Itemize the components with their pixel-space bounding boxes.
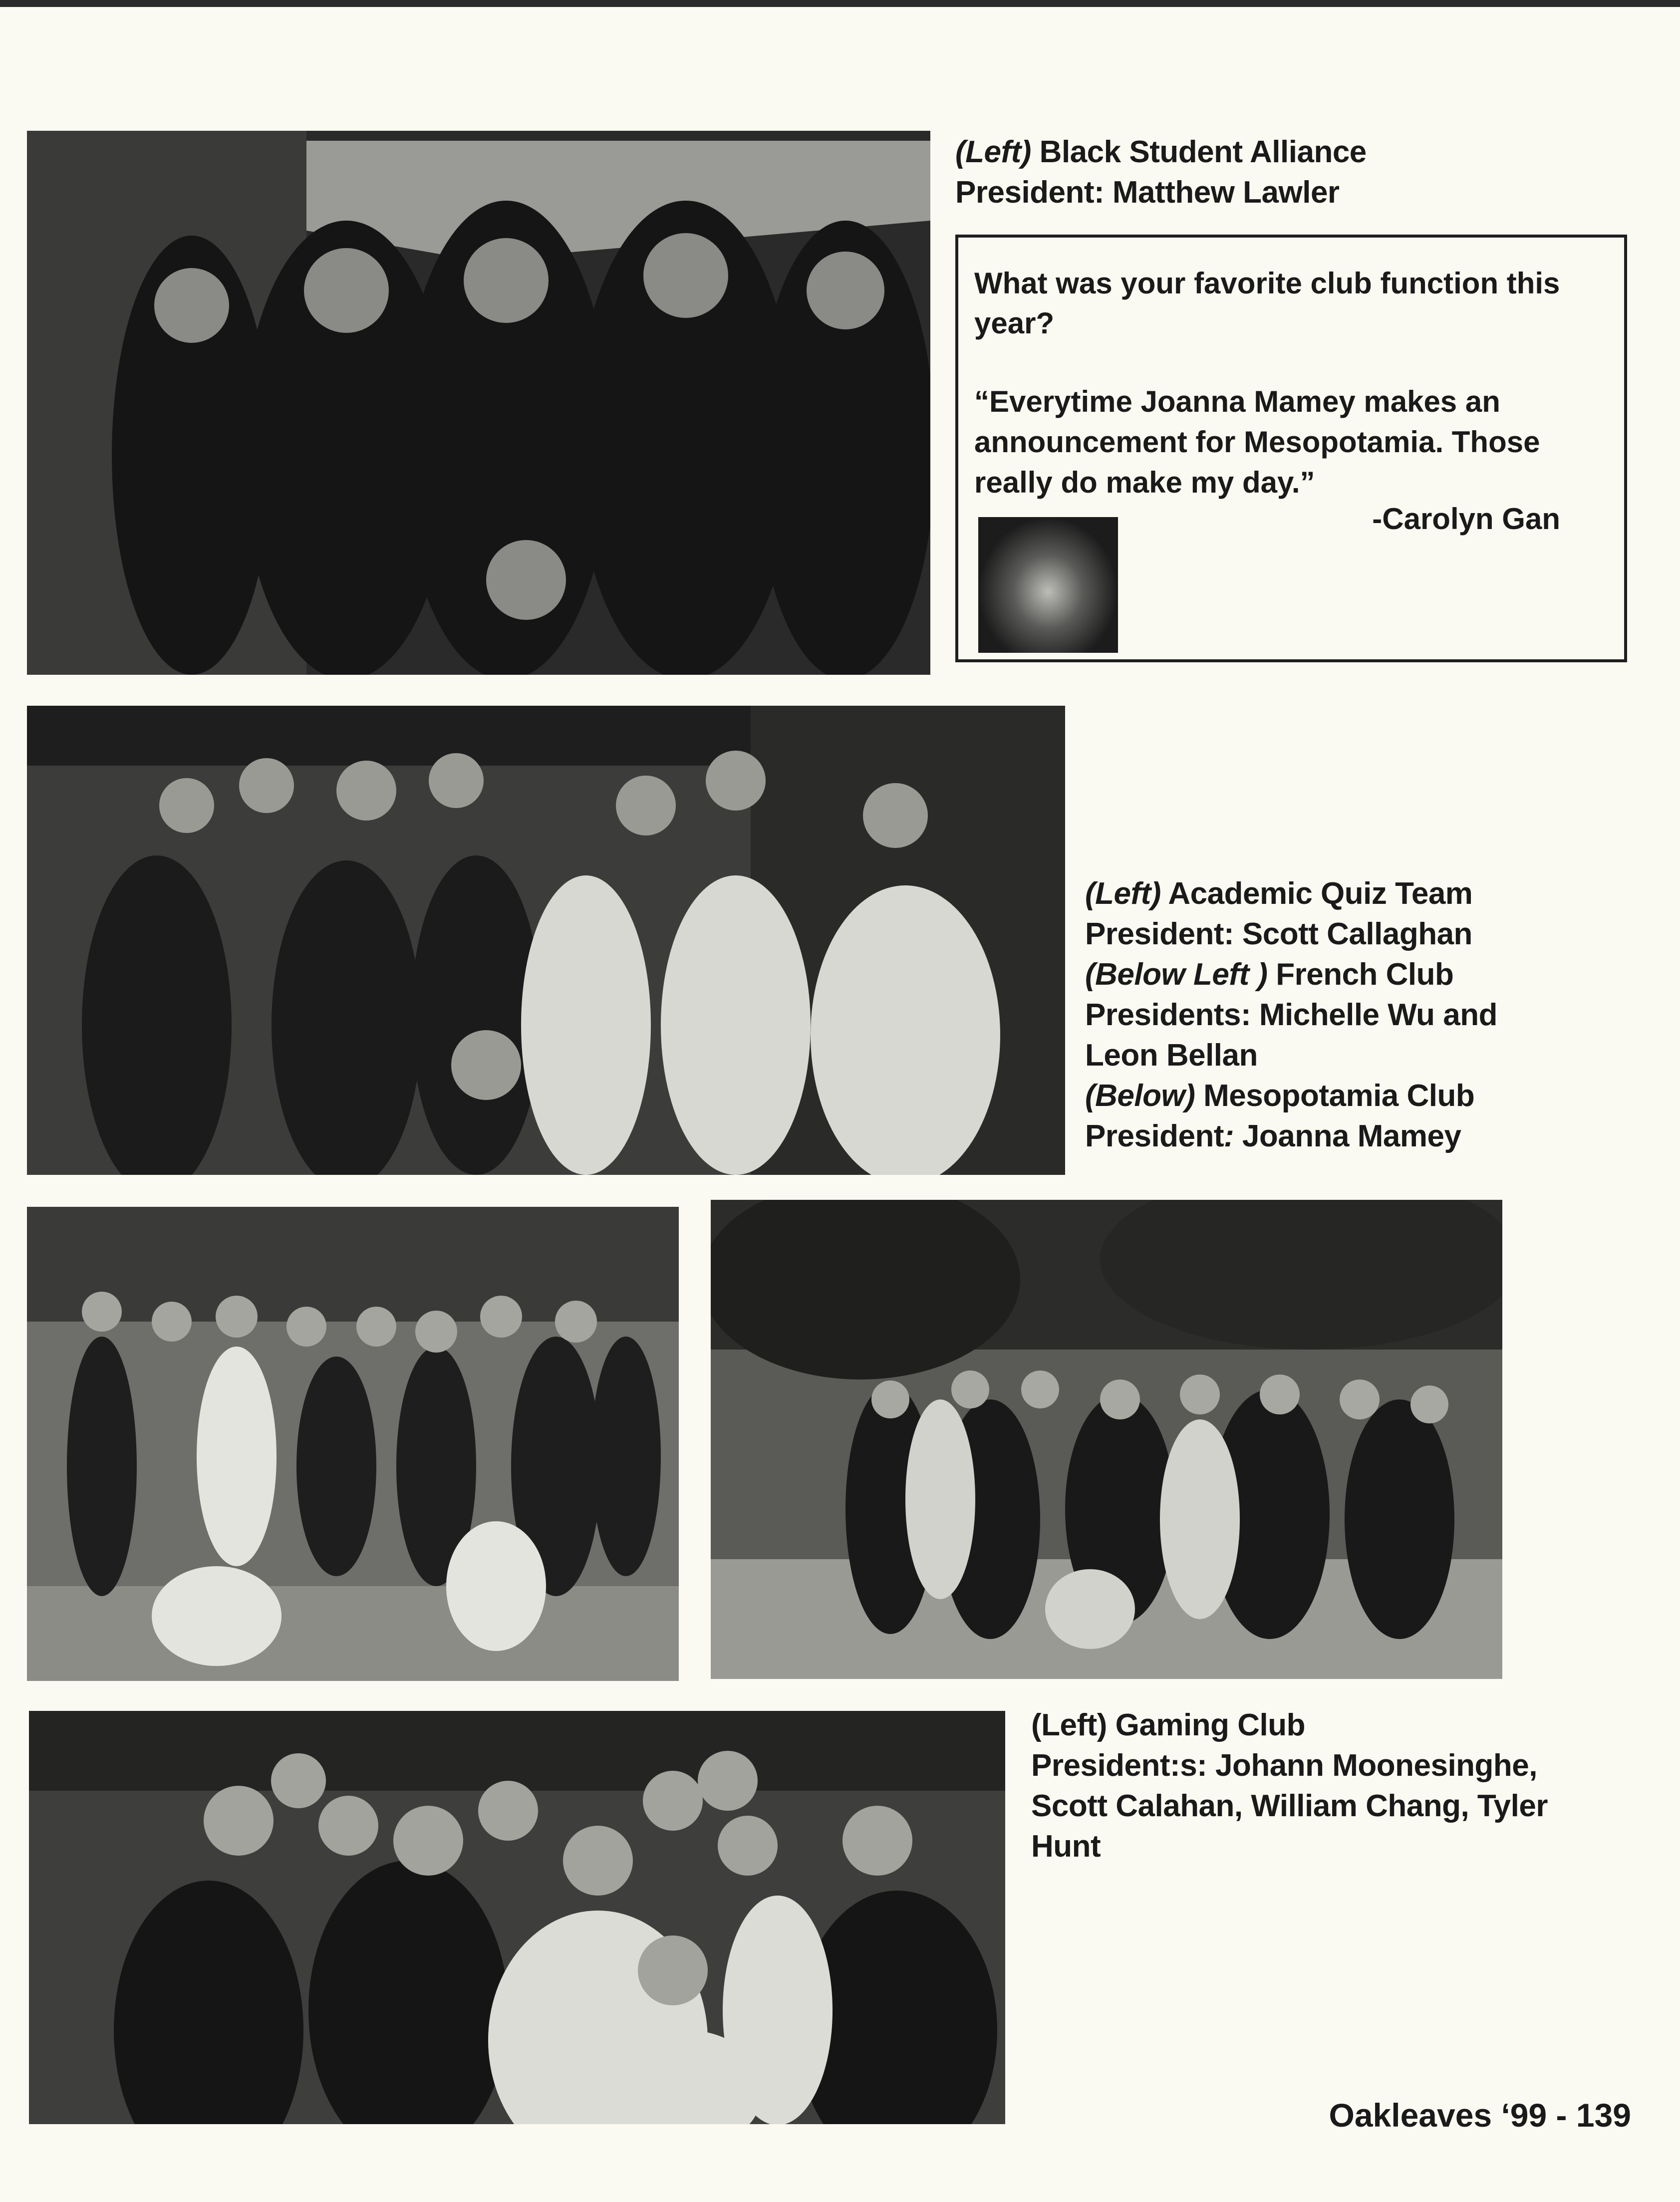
quote-answer-line: announcement for Mesopotamia. Those bbox=[974, 425, 1540, 459]
bsa-caption-president: President: Matthew Lawler bbox=[955, 175, 1340, 210]
quiz-caption-club: Academic Quiz Team bbox=[1160, 876, 1473, 911]
french-caption-presidents: Presidents: Michelle Wu and bbox=[1085, 998, 1497, 1032]
quote-thumbnail-photo bbox=[978, 517, 1118, 653]
meso-caption-president-prefix: President bbox=[1085, 1119, 1224, 1153]
french-caption-presidents-cont: Leon Bellan bbox=[1085, 1038, 1258, 1073]
gaming-caption bbox=[1031, 1705, 1548, 1867]
top-edge-bar bbox=[0, 0, 1680, 7]
meso-caption-president-name: Joanna Mamey bbox=[1234, 1119, 1461, 1153]
quiz-caption-label: (Left) bbox=[1085, 876, 1161, 911]
gaming-caption-club: (Left) Gaming Club bbox=[1031, 1708, 1305, 1742]
bsa-caption-club: Black Student Alliance bbox=[1031, 135, 1367, 169]
gaming-caption-presidents-end: Hunt bbox=[1031, 1829, 1101, 1864]
gaming-caption-presidents: President:s: Johann Moonesinghe, bbox=[1031, 1748, 1537, 1783]
meso-caption-club: Mesopotamia Club bbox=[1195, 1079, 1475, 1113]
gaming-caption-presidents-cont: Scott Calahan, William Chang, Tyler bbox=[1031, 1789, 1548, 1823]
black-student-alliance-photo bbox=[27, 131, 930, 675]
quote-answer-line: really do make my day.” bbox=[974, 466, 1315, 499]
french-caption-club: French Club bbox=[1267, 957, 1454, 992]
quote-answer-line: “Everytime Joanna Mamey makes an bbox=[974, 385, 1500, 418]
mesopotamia-club-photo bbox=[711, 1200, 1502, 1679]
french-caption-label: (Below Left ) bbox=[1085, 957, 1268, 992]
quote-attribution: -Carolyn Gan bbox=[1372, 502, 1560, 536]
quote-question bbox=[974, 264, 1613, 343]
quiz-caption-president: President: Scott Callaghan bbox=[1085, 917, 1472, 951]
french-club-photo bbox=[27, 1207, 679, 1681]
quote-answer bbox=[974, 381, 1613, 503]
page-footer: Oakleaves ‘99 - 139 bbox=[1329, 2097, 1631, 2134]
quote-question-line: year? bbox=[974, 306, 1055, 340]
quote-question-line: What was your favorite club function this bbox=[974, 267, 1560, 300]
clubs-caption bbox=[1085, 873, 1497, 1156]
gaming-club-photo bbox=[29, 1711, 1005, 2124]
meso-caption-colon: : bbox=[1224, 1119, 1234, 1153]
academic-quiz-team-photo bbox=[27, 706, 1065, 1175]
bsa-caption bbox=[955, 132, 1367, 213]
meso-caption-label: (Below) bbox=[1085, 1079, 1195, 1113]
bsa-caption-label: (Left) bbox=[955, 135, 1031, 169]
favorite-function-quote-box bbox=[955, 235, 1627, 662]
